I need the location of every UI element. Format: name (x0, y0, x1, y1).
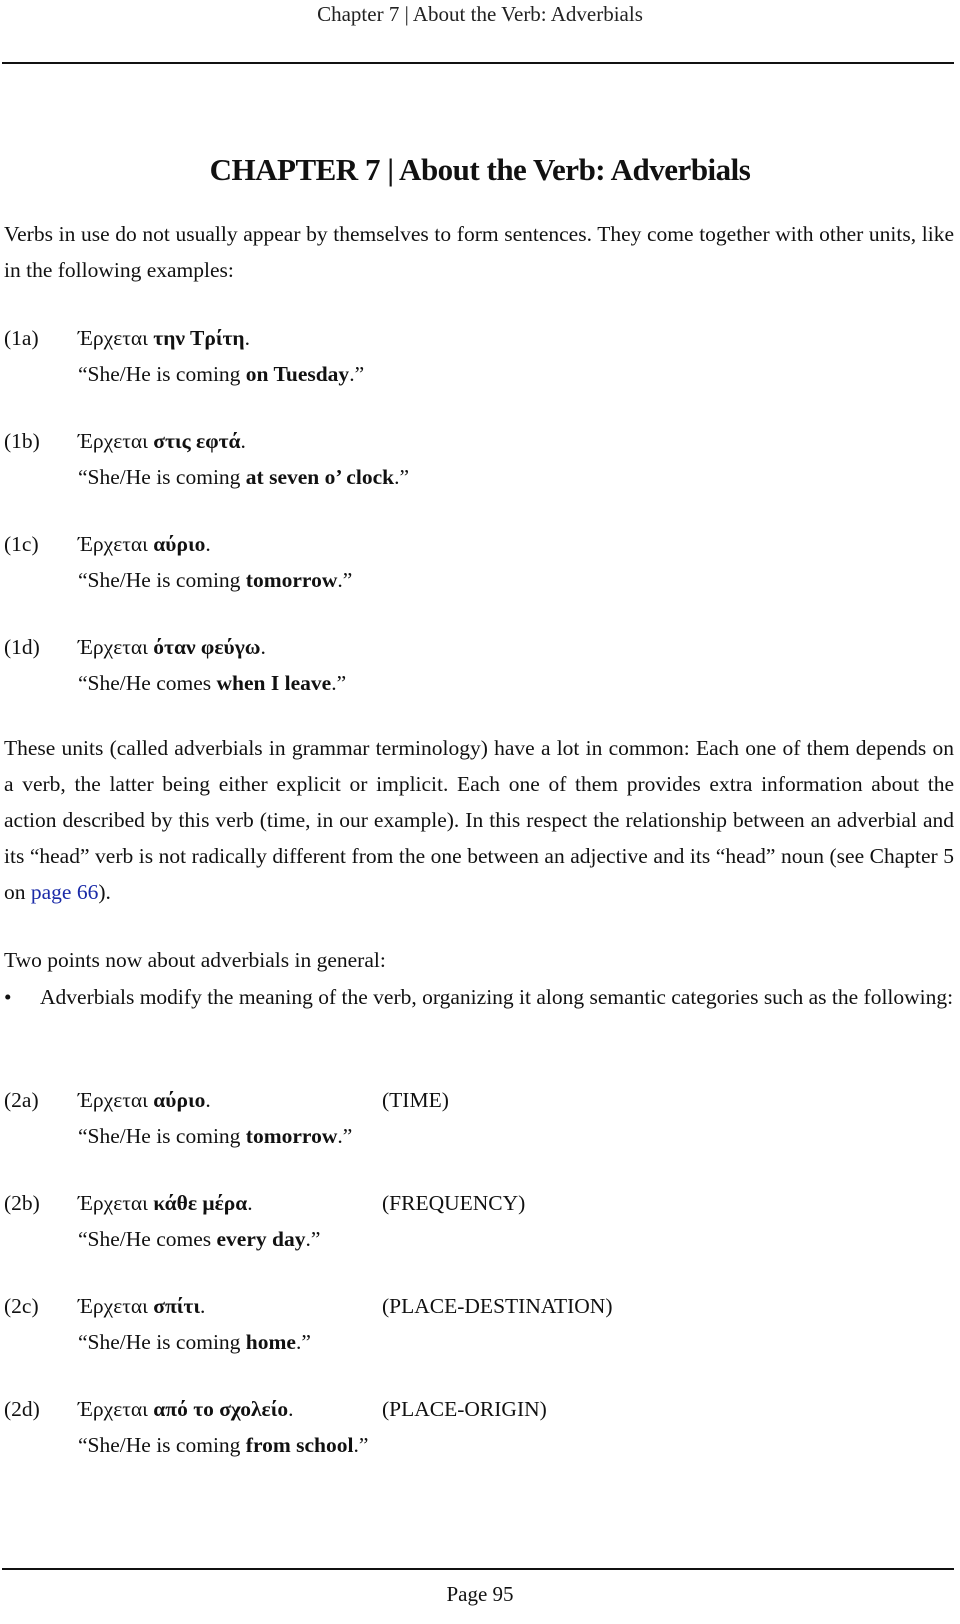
example-number: (1b) (4, 429, 40, 453)
semantic-category: (FREQUENCY) (382, 1191, 526, 1215)
english-translation: “She/He is coming at seven o’ clock.” (78, 465, 409, 489)
header-rule (2, 62, 954, 64)
chapter-title: CHAPTER 7 | About the Verb: Adverbials (209, 152, 751, 187)
english-translation: “She/He is coming on Tuesday.” (78, 362, 365, 386)
footer-rule (2, 1568, 954, 1570)
example-number: (1c) (4, 532, 39, 556)
greek-sentence: Έρχεται την Τρίτη. (78, 326, 251, 350)
english-translation: “She/He is coming tomorrow.” (78, 568, 353, 592)
greek-sentence: Έρχεται σπίτι. (78, 1294, 206, 1318)
running-header: Chapter 7 | About the Verb: Adverbials (317, 2, 643, 26)
greek-sentence: Έρχεται όταν φεύγω. (78, 635, 266, 659)
greek-sentence: Έρχεται αύριο. (78, 1088, 211, 1112)
bullet-text: Adverbials modify the meaning of the verb, organizing it along semantic categories such as the following: (40, 985, 954, 1009)
semantic-category: (TIME) (382, 1088, 449, 1112)
english-translation: “She/He comes every day.” (78, 1227, 321, 1251)
greek-sentence: Έρχεται στις εφτά. (78, 429, 246, 453)
two-points-line: Two points now about adverbials in general: (4, 948, 386, 972)
english-translation: “She/He is coming tomorrow.” (78, 1124, 353, 1148)
intro-paragraph: Verbs in use do not usually appear by themselves to form sentences. They come together with other units, like in the following examples: (4, 222, 954, 282)
example-number: (2a) (4, 1088, 39, 1112)
page-number: Page 95 (446, 1582, 514, 1606)
greek-sentence: Έρχεται κάθε μέρα. (78, 1191, 253, 1215)
english-translation: “She/He is coming from school.” (78, 1433, 369, 1457)
bullet-icon: • (4, 985, 12, 1009)
semantic-category: (PLACE-DESTINATION) (382, 1294, 613, 1318)
english-translation: “She/He is coming home.” (78, 1330, 311, 1354)
english-translation: “She/He comes when I leave.” (78, 671, 347, 695)
semantic-category: (PLACE-ORIGIN) (382, 1397, 547, 1421)
page-66-link[interactable]: page 66 (30, 880, 99, 904)
greek-sentence: Έρχεται αύριο. (78, 532, 211, 556)
greek-sentence: Έρχεται από το σχολείο. (78, 1397, 294, 1421)
example-number: (2b) (4, 1191, 40, 1215)
example-number: (2c) (4, 1294, 39, 1318)
adverbials-explanation-paragraph: These units (called adverbials in grammar terminology) have a lot in common: Each one of them depends on a verb, the latter being either explicit or implicit. Each one of them provides extra information about the action described by this verb (time, in our example). In this respect the relationship between an adverbial and its “head” verb is not radically different from the one between an adjective and its “head” noun (see Chapter 5 on page 66). (4, 736, 954, 904)
example-number: (2d) (4, 1397, 40, 1421)
example-number: (1d) (4, 635, 40, 659)
example-number: (1a) (4, 326, 39, 350)
